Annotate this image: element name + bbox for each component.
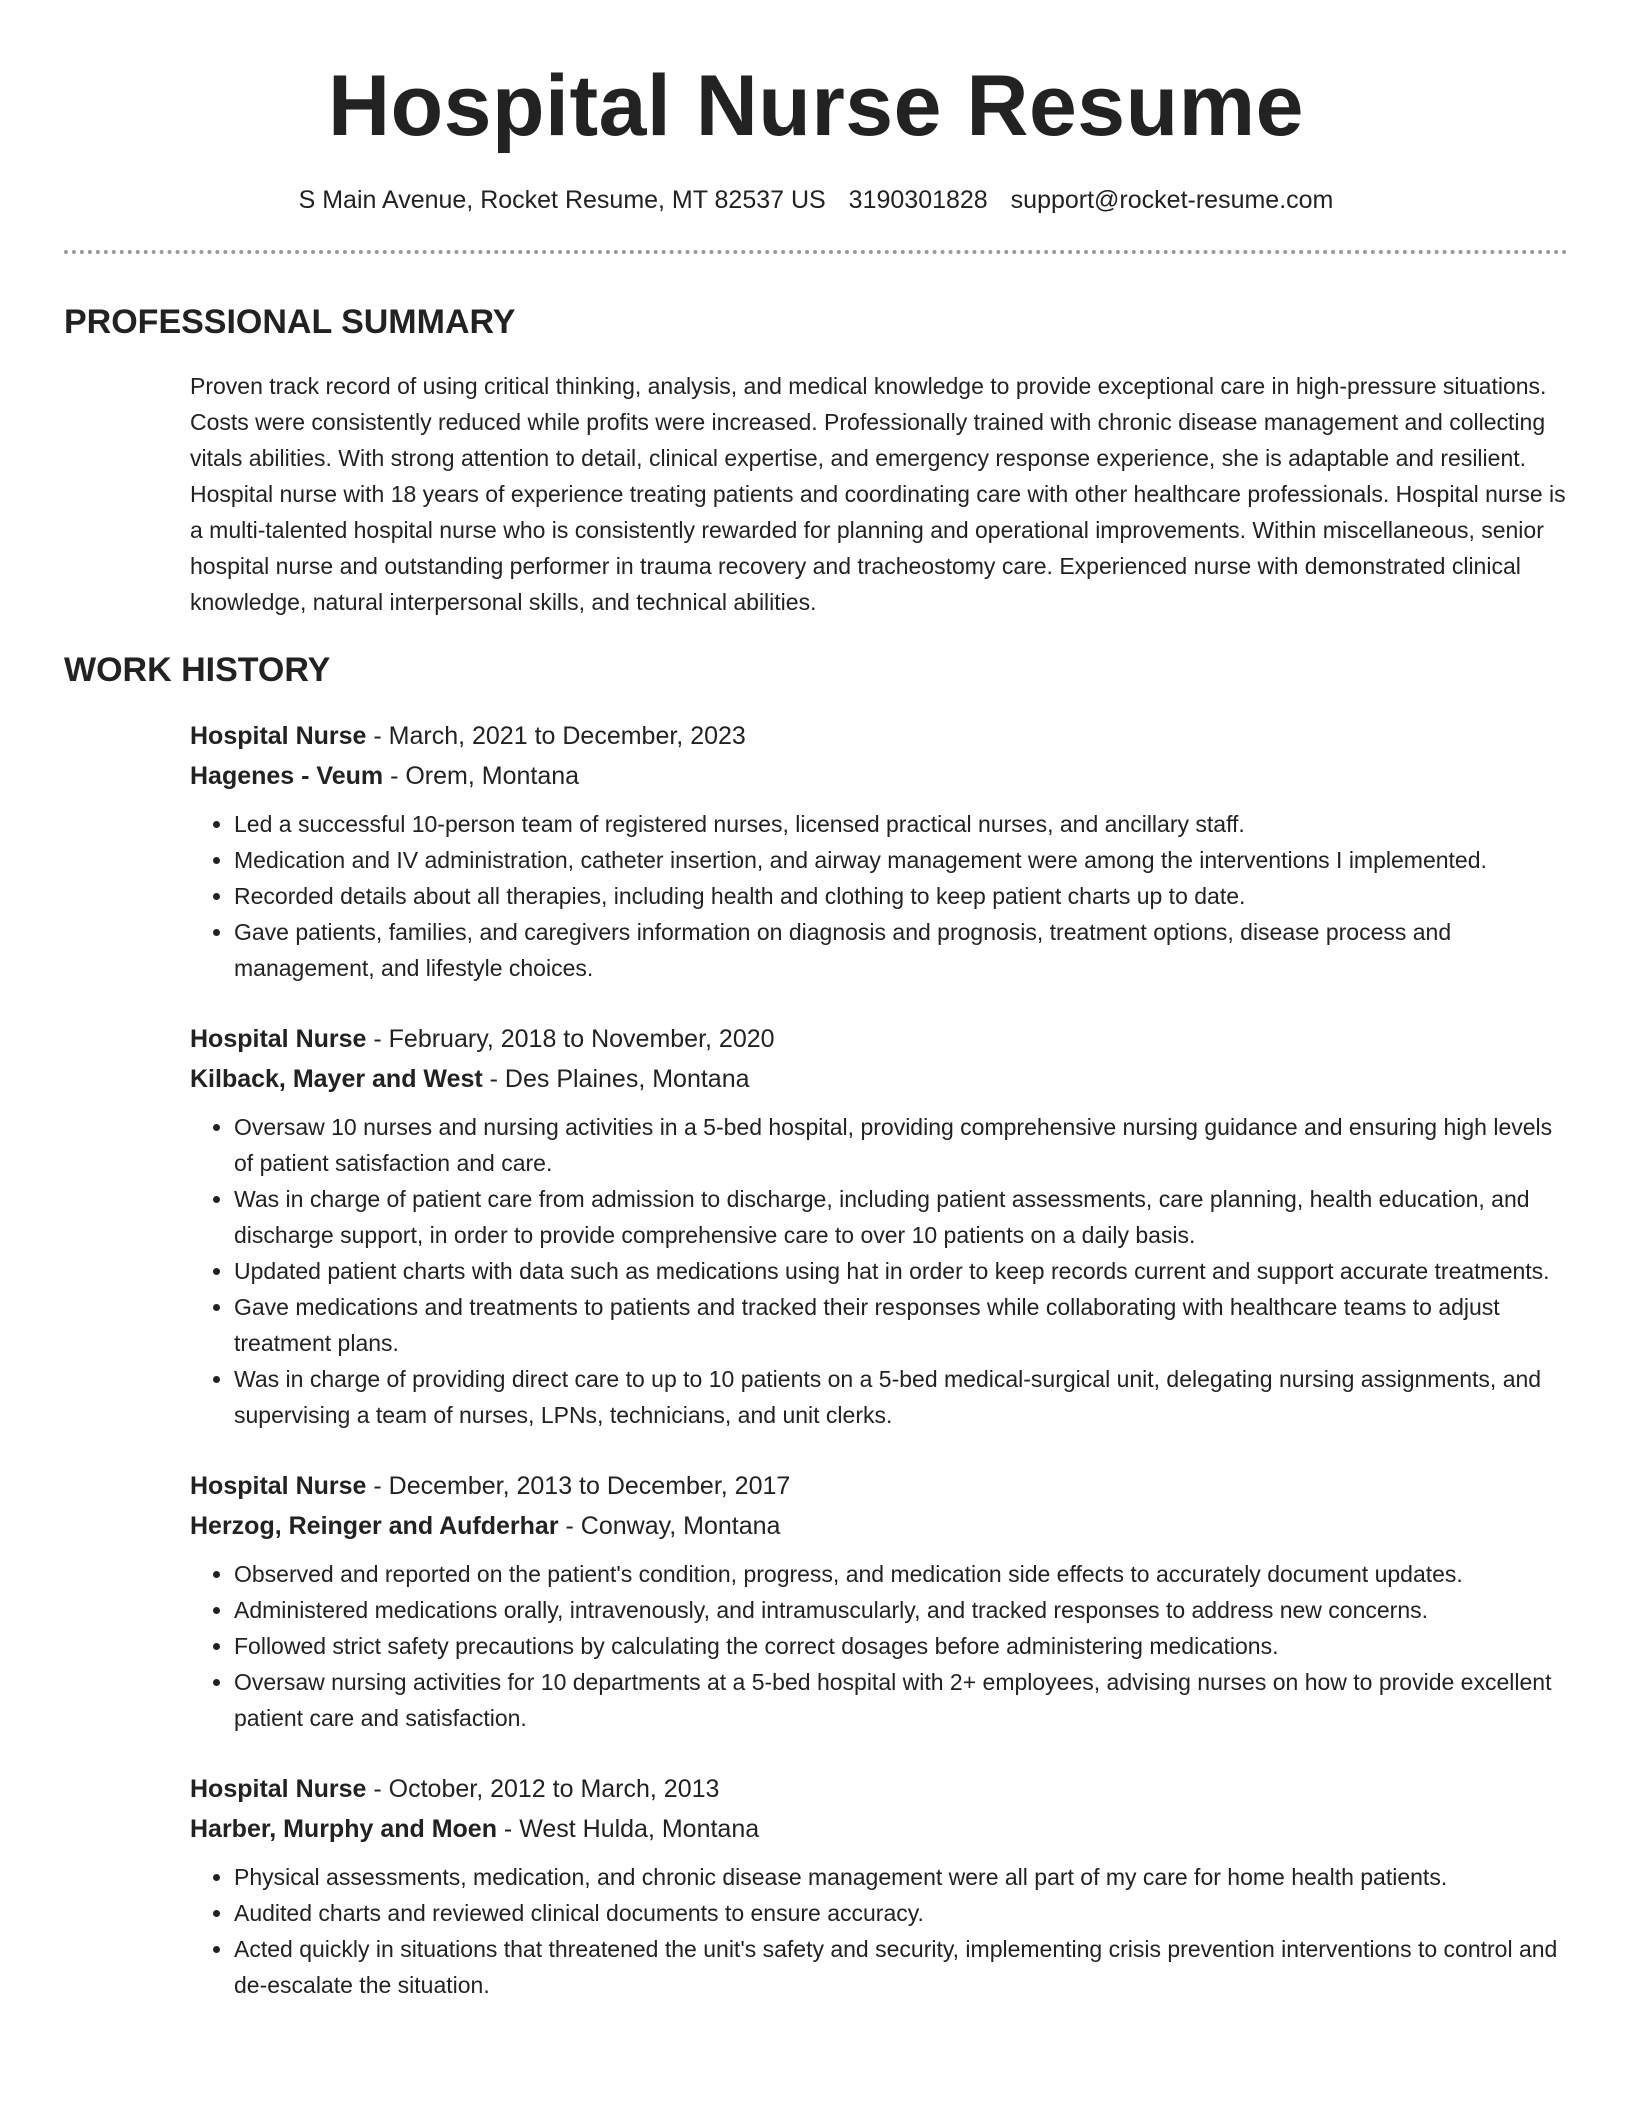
job-bullets (190, 1109, 1568, 1433)
job-company: Kilback, Mayer and West (190, 1065, 483, 1093)
job-bullet: • Oversaw nursing activities for 10 departments at a 5-bed hospital with 2+ employees, advising nurses on how to provide excellent patient care and satisfaction. (234, 1664, 1568, 1736)
job-company-line (190, 1506, 1568, 1546)
job-location: - Orem, Montana (383, 762, 580, 790)
job-company-line (190, 756, 1568, 796)
job-title-line (190, 716, 1568, 756)
job-bullet: • Gave medications and treatments to patients and tracked their responses while collaborating with healthcare teams to adjust treatment plans. (234, 1289, 1568, 1361)
job-dates: - March, 2021 to December, 2023 (366, 722, 746, 750)
job-bullet: • Updated patient charts with data such as medications using hat in order to keep records current and support accurate treatments. (234, 1253, 1568, 1289)
summary-text: Proven track record of using critical thinking, analysis, and medical knowledge to provide exceptional care in high-pressure situations. Costs were consistently reduced while profits were increased. Professionally trained with chronic disease management and collecting vitals abilities. With strong attention to detail, clinical expertise, and emergency response experience, she is adaptable and resilient. Hospital nurse with 18 years of experience treating patients and coordinating care with other healthcare professionals. Hospital nurse is a multi-talented hospital nurse who is consistently rewarded for planning and operational improvements. Within miscellaneous, senior hospital nurse and outstanding performer in trauma recovery and tracheostomy care. Experienced nurse with demonstrated clinical knowledge, natural interpersonal skills, and technical abilities. (190, 373, 1566, 615)
job-bullet: • Gave patients, families, and caregivers information on diagnosis and prognosis, treatment options, disease process and management, and lifestyle choices. (234, 914, 1568, 986)
job-bullet: • Audited charts and reviewed clinical documents to ensure accuracy. (234, 1895, 1568, 1931)
contact-email: support@rocket-resume.com (1010, 186, 1334, 214)
job-entry (190, 716, 1568, 986)
job-bullet: • Acted quickly in situations that threatened the unit's safety and security, implementing crisis prevention interventions to control and de-escalate the situation. (234, 1931, 1568, 2003)
job-bullet: • Physical assessments, medication, and chronic disease management were all part of my care for home health patients. (234, 1859, 1568, 1895)
job-company: Herzog, Reinger and Aufderhar (190, 1512, 559, 1540)
job-bullet: • Led a successful 10-person team of registered nurses, licensed practical nurses, and ancillary staff. (234, 806, 1568, 842)
job-dates: - February, 2018 to November, 2020 (366, 1025, 775, 1053)
job-location: - Conway, Montana (558, 1512, 781, 1540)
job-bullets (190, 1556, 1568, 1736)
job-bullets (190, 1859, 1568, 2003)
job-entry (190, 1769, 1568, 2003)
job-company-line (190, 1059, 1568, 1099)
job-title-line (190, 1769, 1568, 1809)
job-bullet: • Was in charge of patient care from admission to discharge, including patient assessments, care planning, health education, and discharge support, in order to provide comprehensive care to over 10 patients on a daily basis. (234, 1181, 1568, 1253)
job-title: Hospital Nurse (190, 1025, 367, 1053)
job-dates: - October, 2012 to March, 2013 (366, 1775, 720, 1803)
job-bullet: • Administered medications orally, intravenously, and intramuscularly, and tracked responses to address new concerns. (234, 1592, 1568, 1628)
contact-address: S Main Avenue, Rocket Resume, MT 82537 US (298, 186, 826, 214)
resume-title: Hospital Nurse Resume (328, 58, 1304, 154)
job-title: Hospital Nurse (190, 1472, 367, 1500)
contact-line (64, 184, 1568, 216)
job-title-line (190, 1019, 1568, 1059)
job-bullet: • Observed and reported on the patient's condition, progress, and medication side effects to accurately document updates. (234, 1556, 1568, 1592)
header-divider (64, 250, 1568, 254)
job-title: Hospital Nurse (190, 722, 367, 750)
job-dates: - December, 2013 to December, 2017 (366, 1472, 791, 1500)
job-entry (190, 1466, 1568, 1736)
job-entry (190, 1019, 1568, 1433)
job-title-line (190, 1466, 1568, 1506)
job-bullet: • Followed strict safety precautions by calculating the correct dosages before administering medications. (234, 1628, 1568, 1664)
work-history-heading: WORK HISTORY (64, 651, 331, 689)
job-company-line (190, 1809, 1568, 1849)
job-bullet: • Was in charge of providing direct care to up to 10 patients on a 5-bed medical-surgical unit, delegating nursing assignments, and supervising a team of nurses, LPNs, technicians, and unit clerks. (234, 1361, 1568, 1433)
job-title: Hospital Nurse (190, 1775, 367, 1803)
contact-phone: 3190301828 (848, 186, 988, 214)
job-location: - West Hulda, Montana (496, 1815, 760, 1843)
job-location: - Des Plaines, Montana (482, 1065, 750, 1093)
job-bullet: • Oversaw 10 nurses and nursing activities in a 5-bed hospital, providing comprehensive nursing guidance and ensuring high levels of patient satisfaction and care. (234, 1109, 1568, 1181)
summary-heading: PROFESSIONAL SUMMARY (64, 303, 516, 341)
job-company: Hagenes - Veum (190, 762, 384, 790)
job-bullet: • Medication and IV administration, catheter insertion, and airway management were among the interventions I implemented. (234, 842, 1568, 878)
job-company: Harber, Murphy and Moen (190, 1815, 497, 1843)
job-bullet: • Recorded details about all therapies, including health and clothing to keep patient charts up to date. (234, 878, 1568, 914)
job-bullets (190, 806, 1568, 986)
